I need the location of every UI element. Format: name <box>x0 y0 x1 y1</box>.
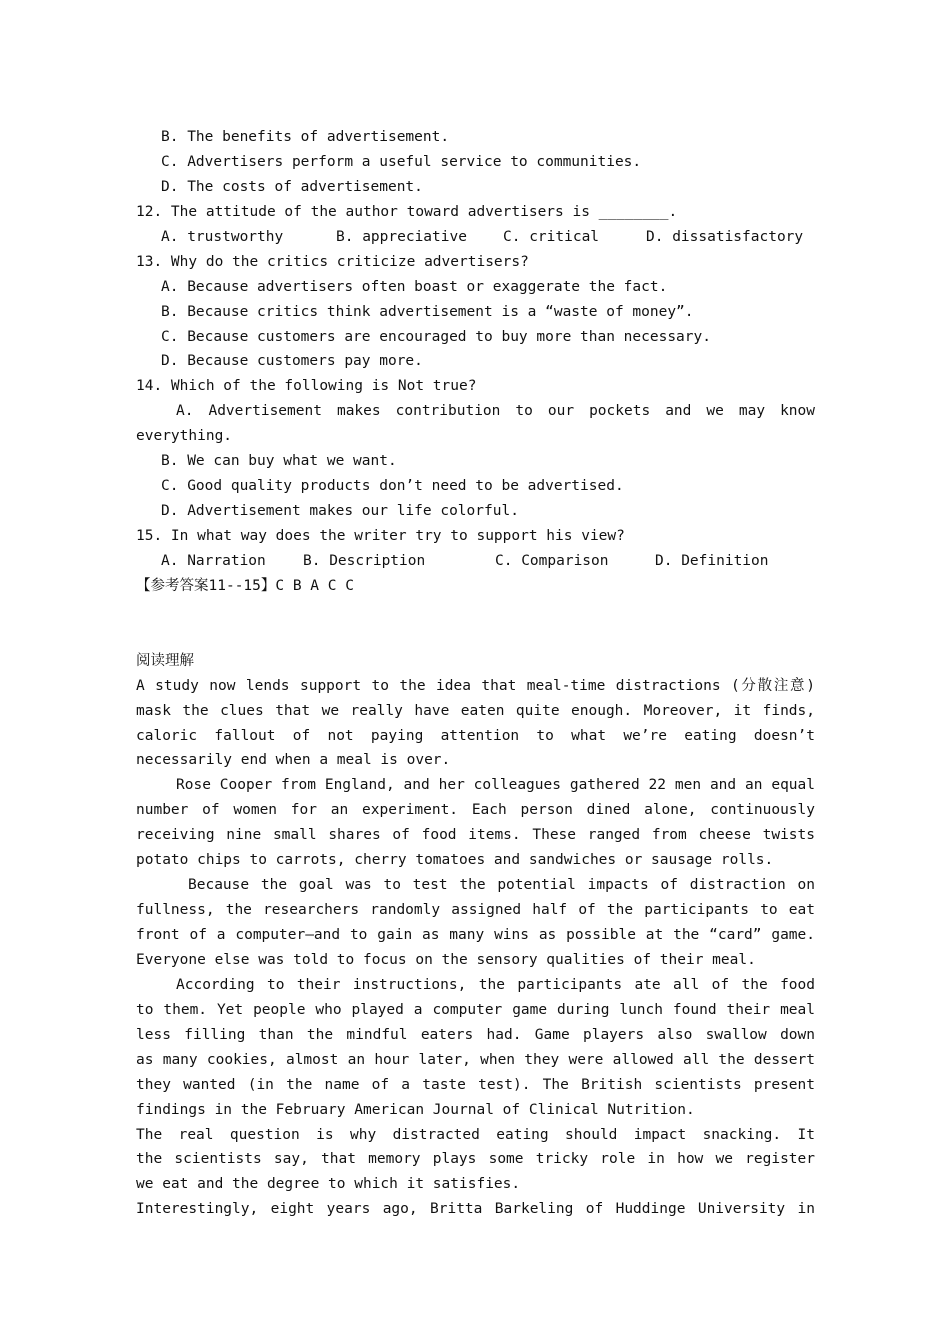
passage-p4-line2: to them. Yet people who played a computer game during lunch found their meal <box>136 1001 815 1018</box>
q13-option-a: A. Because advertisers often boast or exaggerate the fact. <box>161 278 668 295</box>
passage-p1-line4: necessarily end when a meal is over. <box>136 752 451 769</box>
passage-p2-line1: Rose Cooper from England, and her colleagues gathered 22 men and an equal <box>176 777 815 794</box>
passage-p4-line4: as many cookies, almost an hour later, when they were allowed all the dessert <box>136 1051 815 1068</box>
section-title: 阅读理解 <box>136 652 194 669</box>
passage-p5-line3: we eat and the degree to which it satisfies. <box>136 1176 521 1193</box>
passage-p3-line2: fullness, the researchers randomly assigned half of the participants to eat <box>136 902 815 919</box>
q11-option-b: B. The benefits of advertisement. <box>161 129 450 145</box>
passage-p5-line1: The real question is why distracted eating should impact snacking. It <box>136 1126 815 1143</box>
q11-option-d: D. The costs of advertisement. <box>161 178 423 195</box>
q12-options <box>136 225 815 250</box>
passage-p5-line2: the scientists say, that memory plays some tricky role in how we register <box>136 1151 815 1168</box>
passage-p6-line1: Interestingly, eight years ago, Britta Barkeling of Huddinge University in <box>136 1201 815 1218</box>
passage-p2-line3: receiving nine small shares of food items. These ranged from cheese twists <box>136 827 815 844</box>
q12-stem: 12. The attitude of the author toward advertisers is ________. <box>136 203 678 220</box>
q14-option-d: D. Advertisement makes our life colorful. <box>161 503 519 520</box>
section-gap <box>136 599 815 649</box>
passage-p1-line1: A study now lends support to the idea that meal-time distractions (分散注意) <box>136 677 815 694</box>
q14-option-b: B. We can buy what we want. <box>161 453 397 470</box>
q15-options <box>136 549 815 574</box>
answer-key: 【参考答案11--15】C B A C C <box>136 577 354 594</box>
passage-p2-line2: number of women for an experiment. Each person dined alone, continuously <box>136 802 815 819</box>
q14-stem: 14. Which of the following is Not true? <box>136 378 477 395</box>
passage-p3-line1: Because the goal was to test the potential impacts of distraction on <box>188 877 815 894</box>
q14-option-a-line1: A. Advertisement makes contribution to our pockets and we may know <box>176 403 815 420</box>
q12-option-d: D. dissatisfactory <box>646 228 804 245</box>
q13-stem: 13. Why do the critics criticize advertisers? <box>136 253 529 270</box>
q15-option-b: B. Description <box>303 552 426 569</box>
q15-option-d: D. Definition <box>655 552 769 569</box>
passage-p4-line3: less filling than the mindful eaters had. Game players also swallow down <box>136 1026 815 1043</box>
passage-p1-line3: caloric fallout of not paying attention to what we’re eating doesn’t <box>136 727 815 744</box>
passage-p4-line1: According to their instructions, the participants ate all of the food <box>176 976 815 993</box>
passage-p3-line3: front of a computer—and to gain as many wins as possible at the “card” game. <box>136 927 815 944</box>
q15-option-a: A. Narration <box>161 552 266 569</box>
passage-p4-line5: they wanted (in the name of a taste test). The British scientists present <box>136 1076 815 1093</box>
passage-p3-line4: Everyone else was told to focus on the sensory qualities of their meal. <box>136 951 756 968</box>
q15-stem: 15. In what way does the writer try to support his view? <box>136 528 625 544</box>
q15-option-c: C. Comparison <box>495 552 609 569</box>
q13-option-d: D. Because customers pay more. <box>161 353 423 370</box>
q11-option-c: C. Advertisers perform a useful service to communities. <box>161 153 642 170</box>
q14-option-a-line2: everything. <box>136 428 233 445</box>
passage-p1-line2: mask the clues that we really have eaten quite enough. Moreover, it finds, <box>136 702 815 719</box>
passage-p4-line6: findings in the February American Journal of Clinical Nutrition. <box>136 1101 695 1118</box>
q12-option-c: C. critical <box>503 228 600 245</box>
q13-option-b: B. Because critics think advertisement is a “waste of money”. <box>161 303 694 320</box>
passage-p2-line4: potato chips to carrots, cherry tomatoes and sandwiches or sausage rolls. <box>136 852 774 869</box>
q14-option-c: C. Good quality products don’t need to be advertised. <box>161 478 624 495</box>
q12-option-a: A. trustworthy <box>161 228 284 245</box>
document-page <box>136 125 815 1222</box>
q13-option-c: C. Because customers are encouraged to buy more than necessary. <box>161 328 711 345</box>
q12-option-b: B. appreciative <box>336 228 467 245</box>
